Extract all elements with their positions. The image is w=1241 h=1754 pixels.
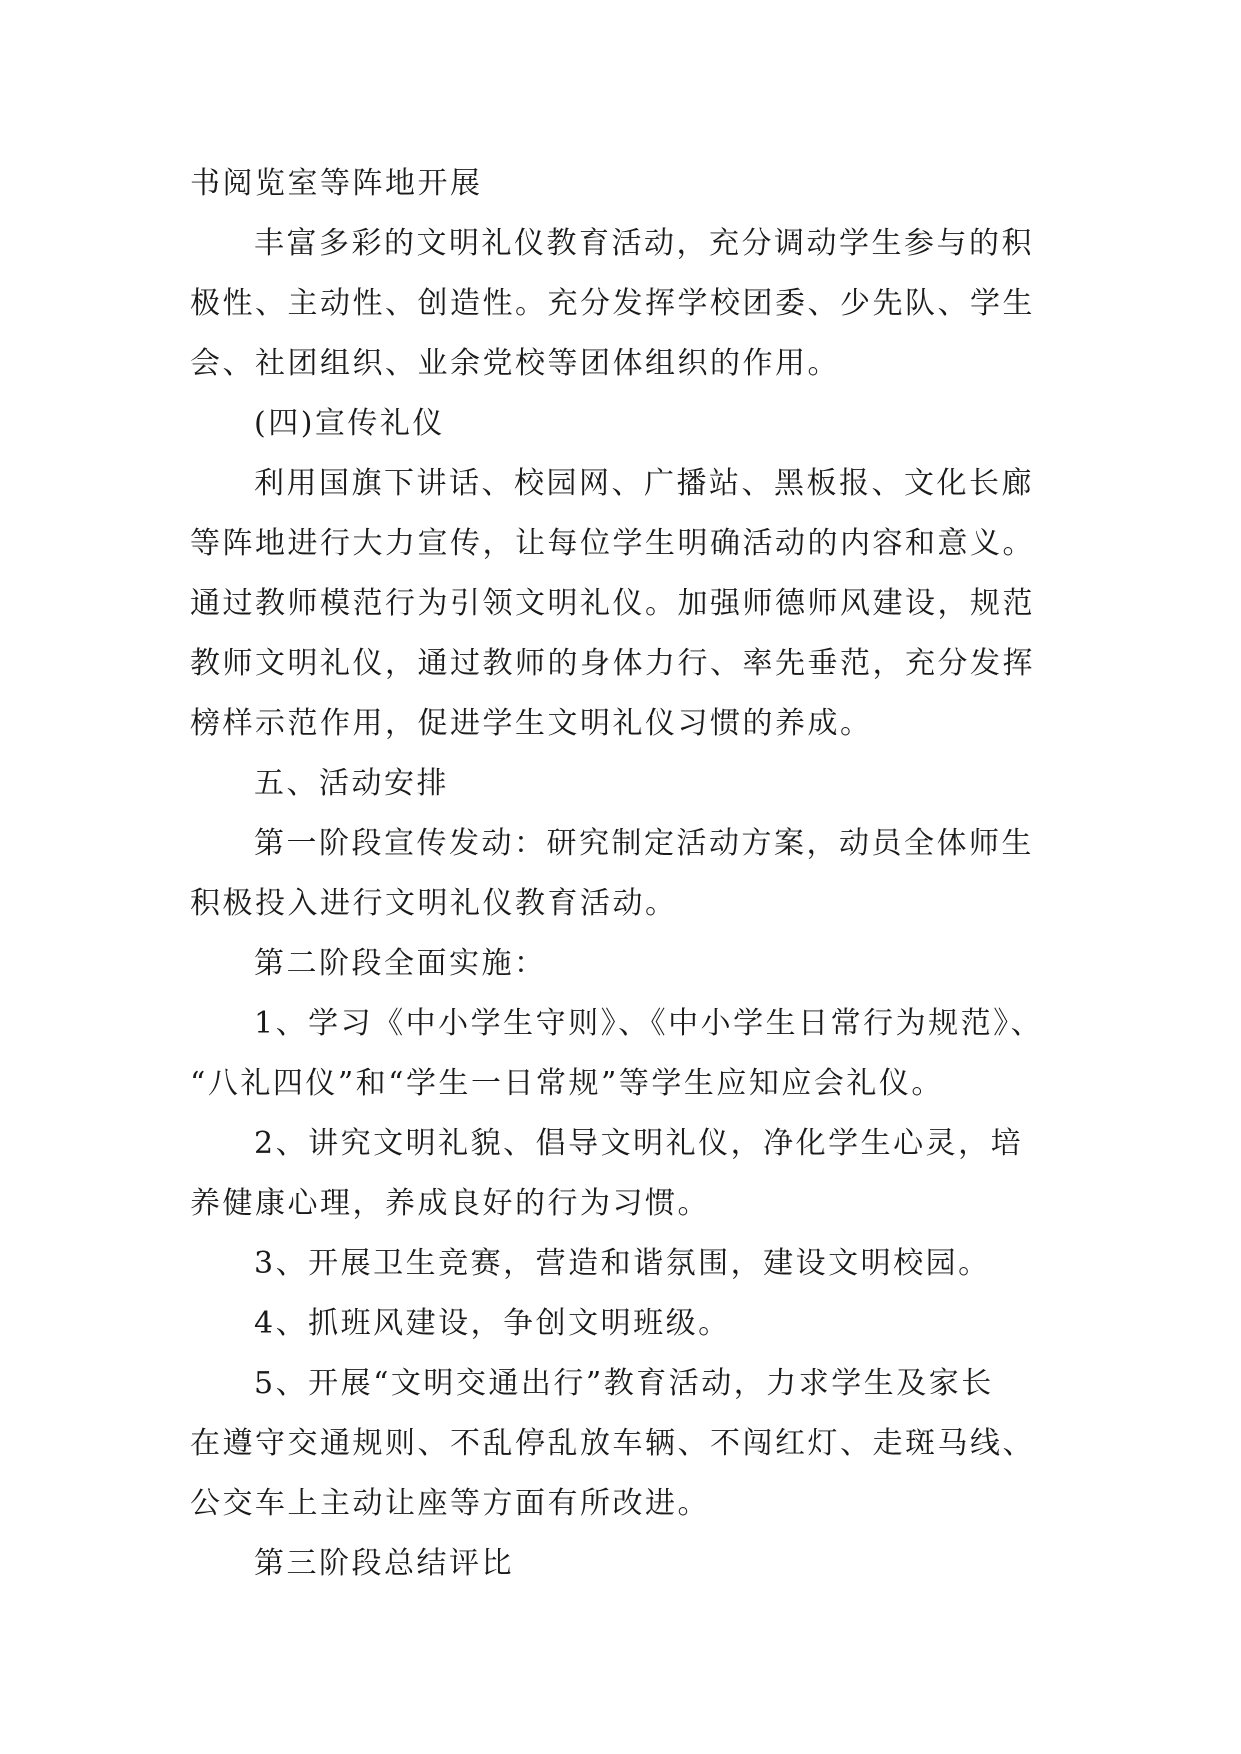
text-line: 极性、主动性、创造性。充分发挥学校团委、少先队、学生: [190, 286, 1035, 321]
paragraph-activities: [190, 214, 1056, 394]
paragraph-continuation: [190, 154, 1056, 214]
paragraph-stage-three: [190, 1534, 1056, 1594]
paragraph-promotion: [190, 454, 1056, 754]
list-item-3: [190, 1234, 1056, 1294]
text-line: 第三阶段总结评比: [254, 1546, 514, 1581]
text-line: 榜样示范作用，促进学生文明礼仪习惯的养成。: [190, 706, 873, 741]
text-line: 5、开展“文明交通出行”教育活动，力求学生及家长: [254, 1366, 994, 1401]
text-line: (四)宣传礼仪: [254, 406, 445, 441]
text-line: 在遵守交通规则、不乱停乱放车辆、不闯红灯、走斑马线、: [190, 1426, 1035, 1461]
document-body: [190, 154, 1056, 1594]
text-line: 1、学习《中小学生守则》、《中小学生日常行为规范》、: [254, 1006, 1044, 1041]
text-line: 利用国旗下讲话、校园网、广播站、黑板报、文化长廊: [254, 466, 1034, 501]
section-heading: [190, 754, 1056, 814]
list-item-1: [190, 994, 1056, 1114]
text-line: 4、抓班风建设，争创文明班级。: [254, 1306, 731, 1341]
paragraph-stage-one: [190, 814, 1056, 934]
list-item-5: [190, 1354, 1056, 1534]
text-line: 2、讲究文明礼貌、倡导文明礼仪，净化学生心灵，培: [254, 1126, 1024, 1161]
text-line: 教师文明礼仪，通过教师的身体力行、率先垂范，充分发挥: [190, 646, 1035, 681]
text-line: 书阅览室等阵地开展: [190, 166, 483, 201]
paragraph-stage-two: [190, 934, 1056, 994]
text-line: 养健康心理，养成良好的行为习惯。: [190, 1186, 710, 1221]
text-line: “八礼四仪”和“学生一日常规”等学生应知应会礼仪。: [190, 1066, 944, 1101]
text-line: 会、社团组织、业余党校等团体组织的作用。: [190, 346, 840, 381]
text-line: 五、活动安排: [254, 766, 449, 801]
text-line: 3、开展卫生竞赛，营造和谐氛围，建设文明校园。: [254, 1246, 991, 1281]
section-heading: [190, 394, 1056, 454]
list-item-4: [190, 1294, 1056, 1354]
text-line: 第一阶段宣传发动：研究制定活动方案，动员全体师生: [254, 826, 1034, 861]
text-line: 等阵地进行大力宣传，让每位学生明确活动的内容和意义。: [190, 526, 1035, 561]
text-line: 丰富多彩的文明礼仪教育活动，充分调动学生参与的积: [254, 226, 1034, 261]
text-line: 积极投入进行文明礼仪教育活动。: [190, 886, 678, 921]
text-line: 公交车上主动让座等方面有所改进。: [190, 1486, 710, 1521]
text-line: 通过教师模范行为引领文明礼仪。加强师德师风建设，规范: [190, 586, 1035, 621]
list-item-2: [190, 1114, 1056, 1234]
text-line: 第二阶段全面实施：: [254, 946, 547, 981]
